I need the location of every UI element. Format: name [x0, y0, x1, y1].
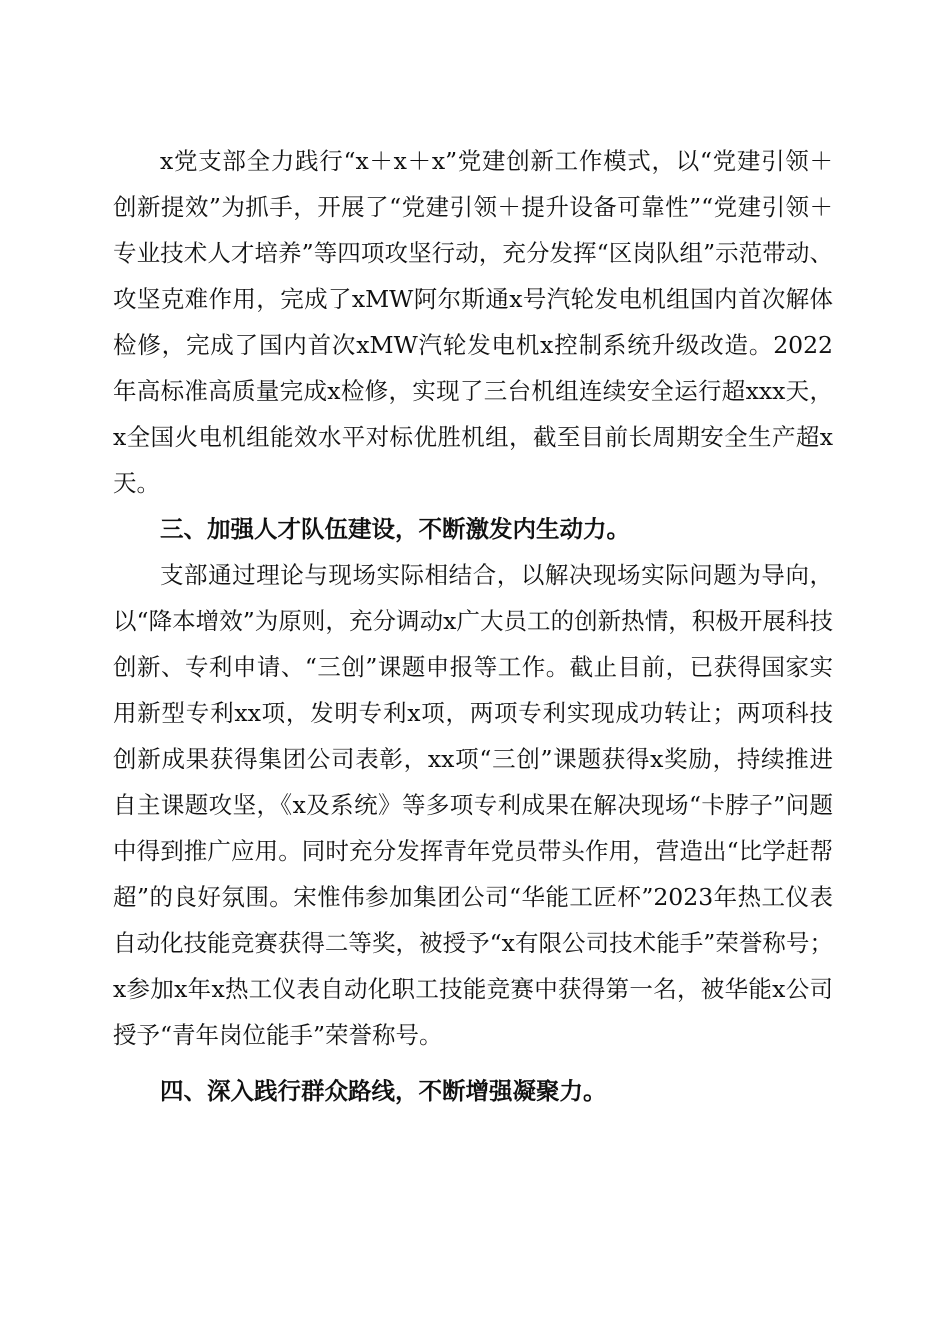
paragraph-party-branch-innovation: x党支部全力践行“x＋x＋x”党建创新工作模式，以“党建引领＋创新提效”为抓手，开展了“党建引领＋提升设备可靠性”“党建引领＋专业技术人才培养”等四项攻坚行动，充分发挥“区岗队组”示范带动、攻坚克难作用，完成了xMW阿尔斯通x号汽轮发电机组国内首次解体检修，完成了国内首次xMW汽轮发电机x控制系统升级改造。2022年高标准高质量完成x检修，实现了三台机组连续安全运行超xxx天，x全国火电机组能效水平对标优胜机组，截至目前长周期安全生产超x天。	[113, 147, 833, 497]
document-body	[113, 138, 833, 1114]
section-heading-talent-team: 三、加强人才队伍建设，不断激发内生动力。	[160, 515, 630, 543]
section-heading-mass-line: 四、深入践行群众路线，不断增强凝聚力。	[160, 1077, 607, 1105]
paragraph-talent-team: 支部通过理论与现场实际相结合，以解决现场实际问题为导向，以“降本增效”为原则，充分调动x广大员工的创新热情，积极开展科技创新、专利申请、“三创”课题申报等工作。截止目前，已获得国家实用新型专利xx项，发明专利x项，两项专利实现成功转让；两项科技创新成果获得集团公司表彰，xx项“三创”课题获得x奖励，持续推进自主课题攻坚，《x及系统》等多项专利成果在解决现场“卡脖子”问题中得到推广应用。同时充分发挥青年党员带头作用，营造出“比学赶帮超”的良好氛围。宋惟伟参加集团公司“华能工匠杯”2023年热工仪表自动化技能竞赛获得二等奖，被授予“x有限公司技术能手”荣誉称号；x参加x年x热工仪表自动化职工技能竞赛中获得第一名，被华能x公司授予“青年岗位能手”荣誉称号。	[113, 561, 833, 1049]
